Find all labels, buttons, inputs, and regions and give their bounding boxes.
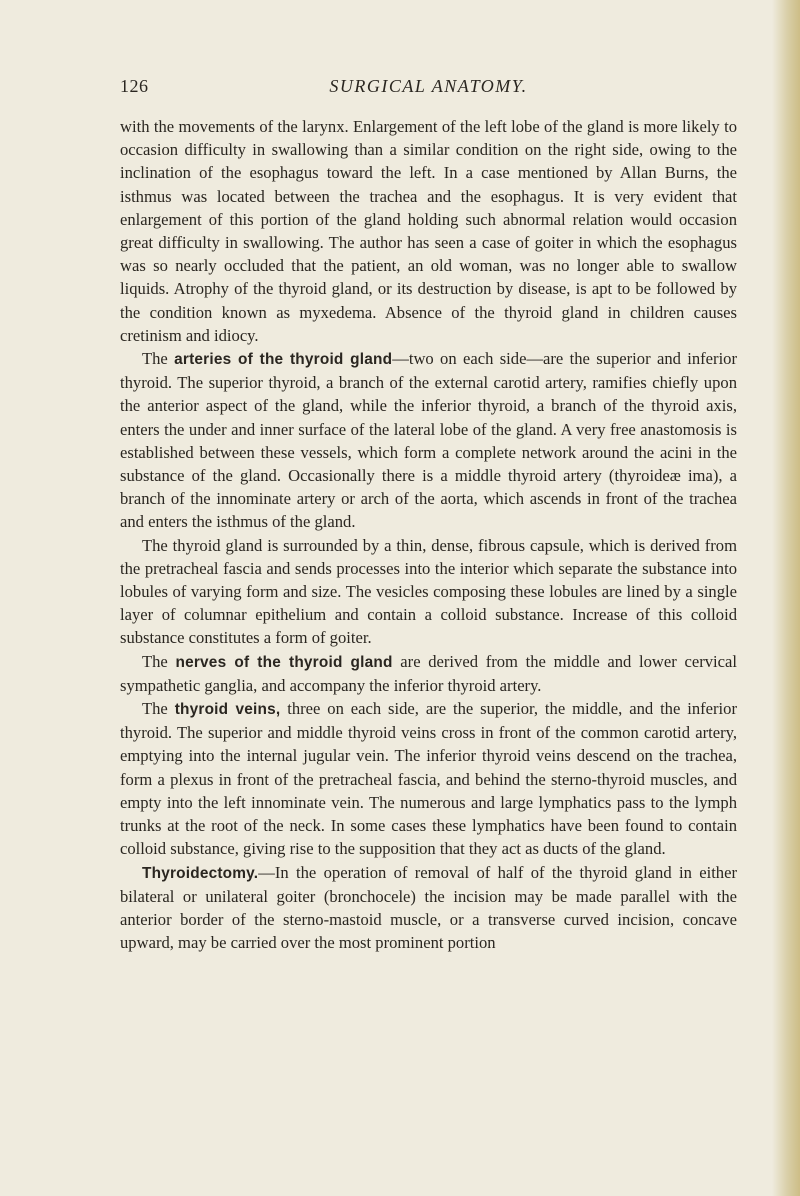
heading-nerves: nerves of the thyroid gland [175,653,393,671]
paragraph-veins [120,697,737,860]
page-header [120,76,737,106]
page-number: 126 [120,76,149,96]
paragraph-capsule [120,534,737,650]
paragraph-text: three on each side, are the superior, the middle, and the inferior thyroid. The superior and middle thyroid veins cross in front of the common carotid artery, emptying into the internal jugular vein. The inferior thyroid veins descend on the trachea, form a plexus in front of the pretracheal fascia, and behind the sterno-thyroid muscles, and empty into the left innominate vein. The numerous and large lymphatics pass to the lymph trunks at the root of the neck. In some cases these lymphatics have been found to contain colloid substance, giving rise to the supposition that they act as ducts of the gland. [120,699,737,859]
paragraph-lead: The [142,651,176,671]
page-edge-shadow [772,0,800,1196]
body-text [120,115,737,954]
paragraph-nerves [120,650,737,697]
paragraph-text: with the movements of the larynx. Enlargement of the left lobe of the gland is more likely to occasion difficulty in swallowing than a similar condition on the right side, owing to the inclination of the esophagus toward the left. In a case mentioned by Allan Burns, the isthmus was located between the trachea and the esophagus. It is very evident that enlargement of this portion of the gland holding such abnormal relation would occasion great difficulty in swallowing. The author has seen a case of goiter in which the esophagus was so nearly occluded that the patient, an old woman, was no longer able to swallow liquids. Atrophy of the thyroid gland, or its destruction by disease, is apt to be followed by the condition known as myxedema. Absence of the thyroid gland in children causes cretinism and idiocy. [120,117,737,345]
paragraph-lead: The [142,349,175,369]
running-title: SURGICAL ANATOMY. [329,76,528,96]
paragraph-text: —two on each side—are the superior and inferior thyroid. The superior thyroid, a branch of the external carotid artery, ramifies chiefly upon the anterior aspect of the gland, while the inferior thyroid, a branch of the thyroid axis, enters the under and inner surface of the lateral lobe of the gland. A very free anastomosis is established between these vessels, which form a complete network around the acini in the substance of the gland. Occasionally there is a middle thyroid artery (thyroideæ ima), a branch of the innominate artery or arch of the aorta, which ascends in front of the trachea and enters the isthmus of the gland. [120,349,738,532]
paragraph-esophagus [120,115,737,347]
paragraph-lead: The [142,699,175,719]
paragraph-text: are derived from the middle and lower cervical sympathetic ganglia, and accompany the inferior thyroid artery. [120,651,737,695]
heading-arteries: arteries of the thyroid gland [174,351,393,369]
paragraph-thyroidectomy [120,861,737,955]
paragraph-text: The thyroid gland is surrounded by a thin, dense, fibrous capsule, which is derived from the pretracheal fascia and sends processes into the interior which separate the substance into lobules of varying form and size. The vesicles composing these lobules are lined by a single layer of columnar epithelium and contain a colloid substance. Increase of this colloid substance constitutes a form of goiter. [120,535,737,648]
paragraph-text: —In the operation of removal of half of the thyroid gland in either bilateral or unilateral goiter (bronchocele) the incision may be made parallel with the anterior border of the sterno-mastoid muscle, or a transverse curved incision, concave upward, may be carried over the most prominent portion [120,862,737,953]
heading-thyroidectomy: Thyroidectomy. [142,864,259,882]
paragraph-arteries [120,347,737,534]
heading-veins: thyroid veins, [174,701,281,719]
